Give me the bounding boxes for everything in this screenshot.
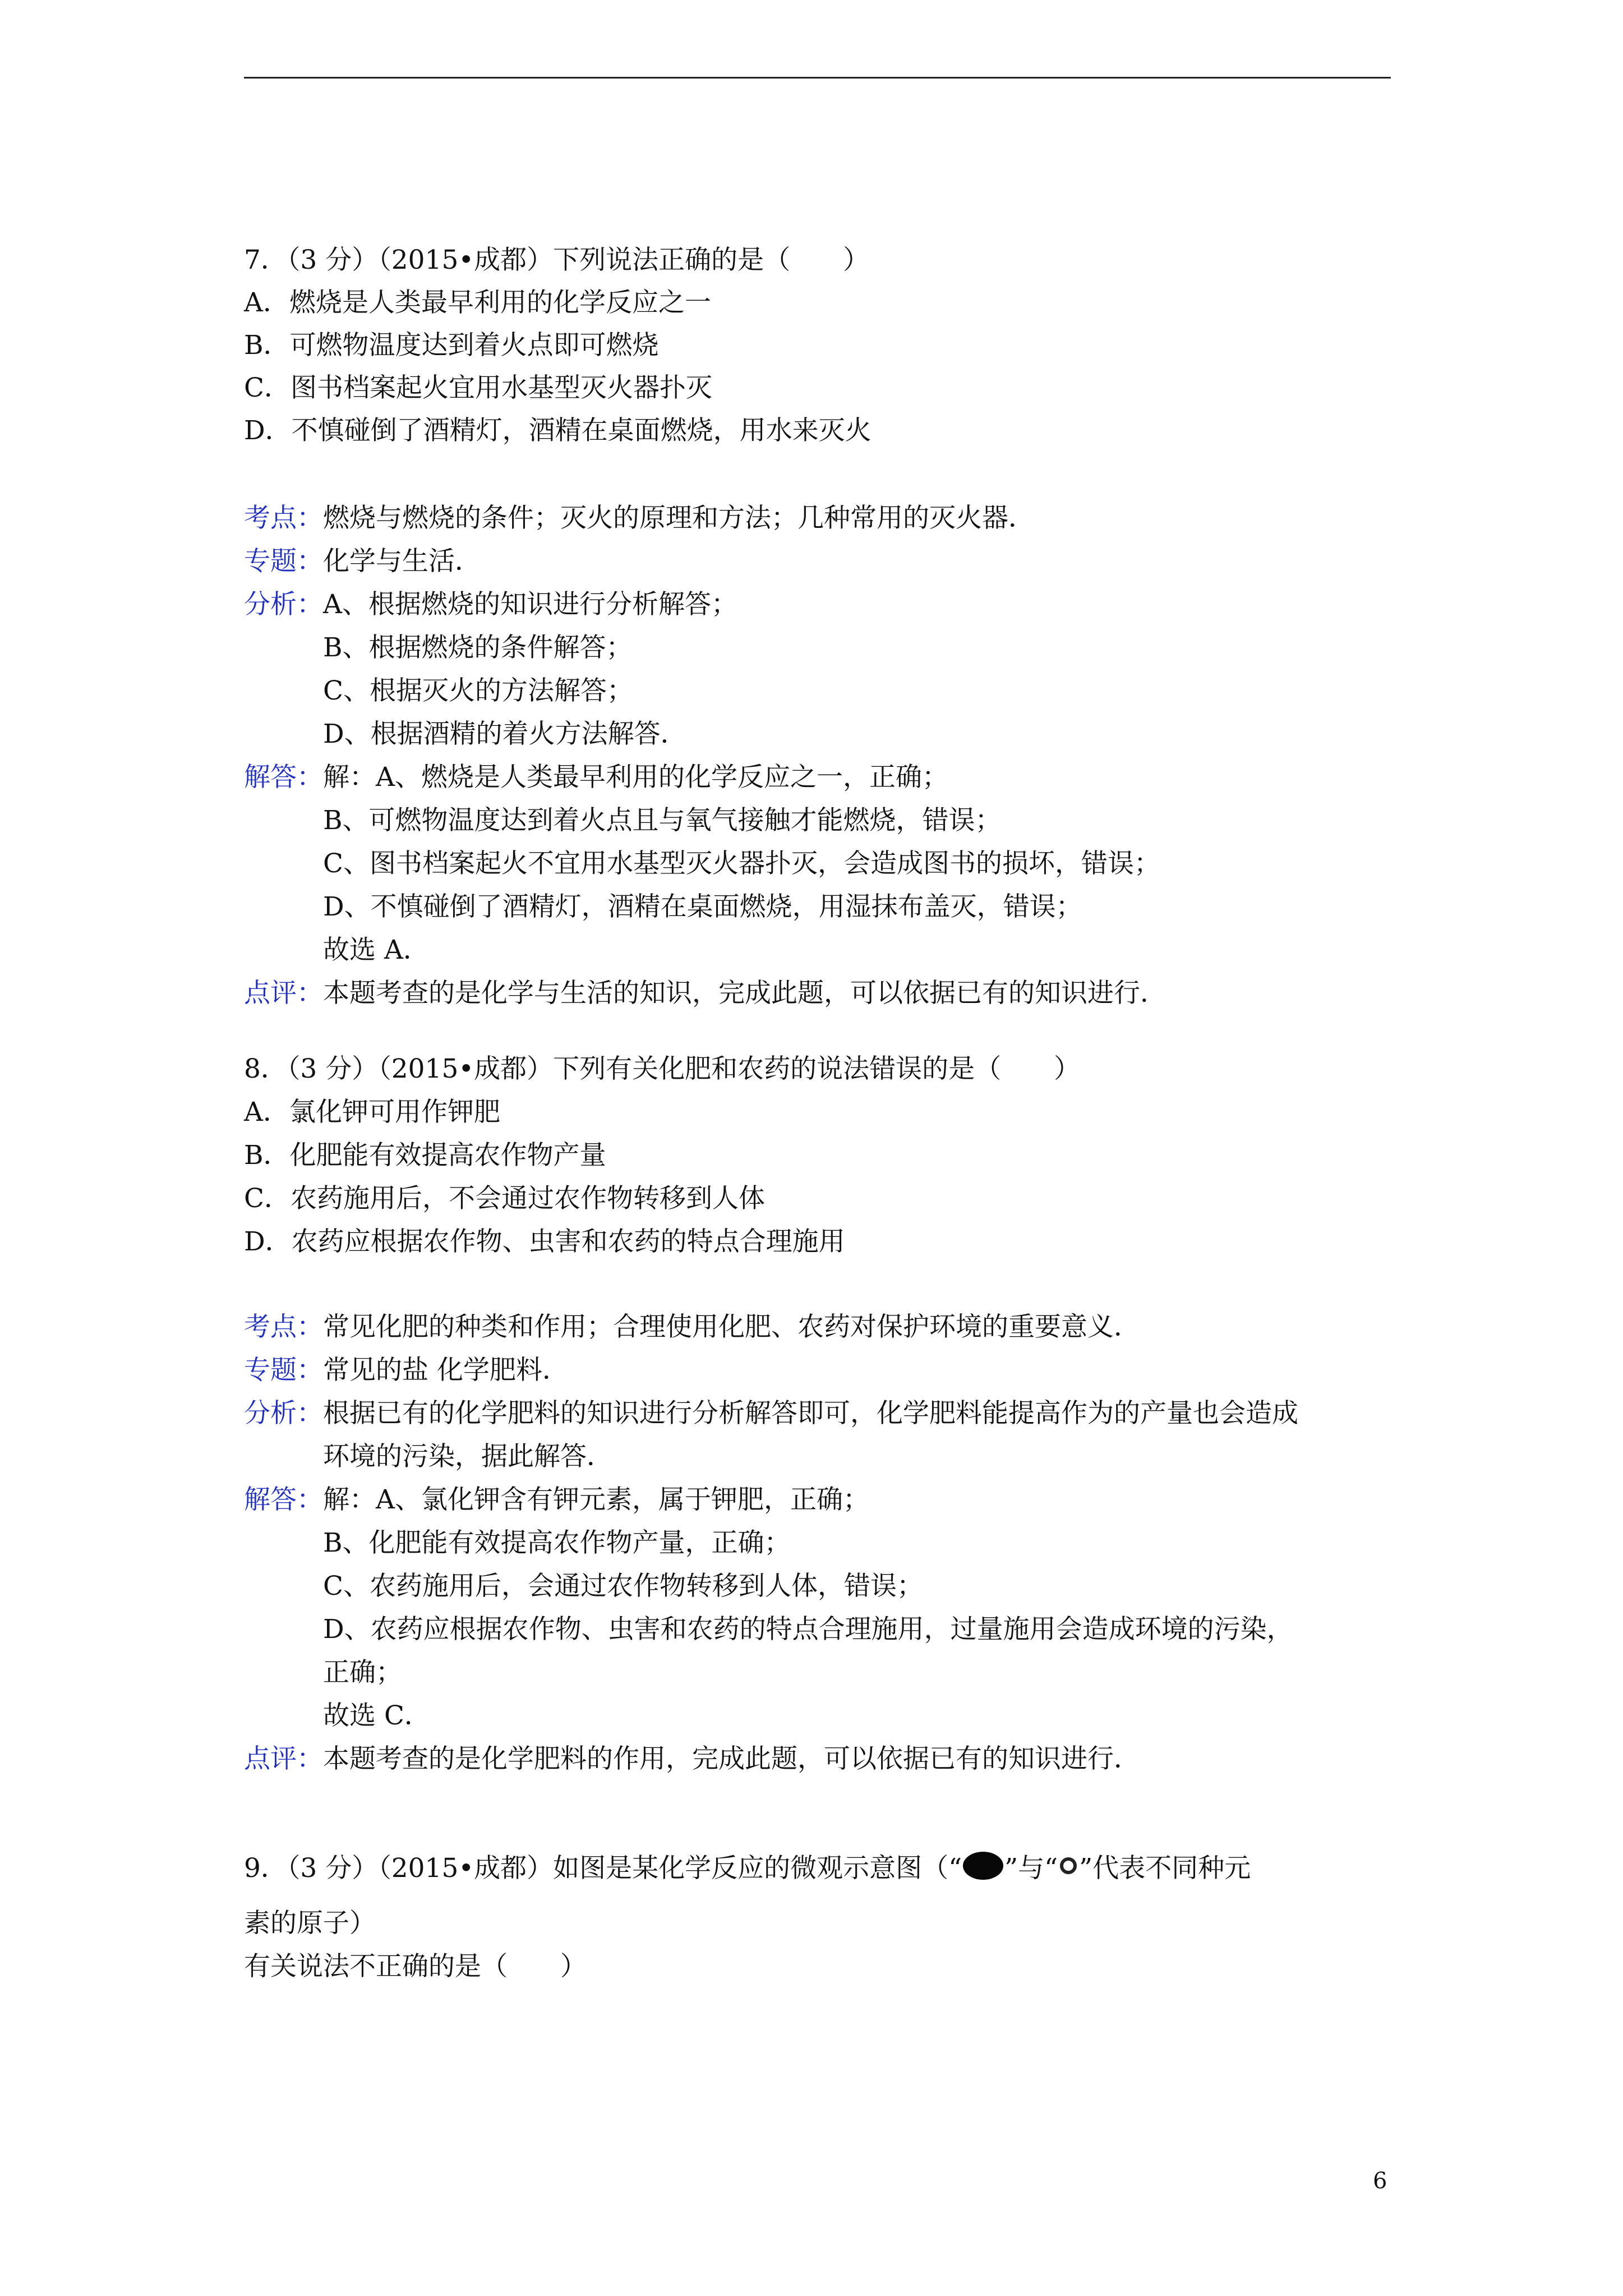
q8-zhuanti-text: 常见的盐 化学肥料． bbox=[323, 1355, 569, 1386]
q8-kaodian bbox=[244, 1314, 1140, 1340]
black-atom-icon bbox=[963, 1852, 1003, 1880]
q7-zhuanti bbox=[244, 546, 481, 577]
q7-option-a: A．燃烧是人类最早利用的化学反应之一 bbox=[244, 287, 711, 318]
q8-dianping-text: 本题考查的是化学肥料的作用，完成此题，可以依据已有的知识进行． bbox=[323, 1743, 1140, 1774]
q7-zhuanti-label: 专题： bbox=[244, 546, 323, 577]
q8-fenxi-line: 根据已有的化学肥料的知识进行分析解答即可，化学肥料能提高作为的产量也会造成 bbox=[323, 1398, 1298, 1429]
q8-option-d: D．农药应根据农作物、虫害和农药的特点合理施用 bbox=[244, 1226, 845, 1257]
q7-stem: 7．（3 分）（2015•成都）下列说法正确的是（ ） bbox=[244, 245, 870, 275]
q7-option-d: D．不慎碰倒了酒精灯，酒精在桌面燃烧，用水来灭火 bbox=[244, 415, 872, 446]
q7-fenxi-line: D、根据酒精的着火方法解答． bbox=[323, 719, 687, 749]
q8-stem: 8．（3 分）（2015•成都）下列有关化肥和农药的说法错误的是（ ） bbox=[244, 1053, 1081, 1084]
q9-stem bbox=[244, 1855, 1251, 1884]
q8-jieda-line: 故选 C． bbox=[323, 1700, 431, 1731]
q9-stem-part: ”与“ bbox=[1004, 1853, 1058, 1884]
q7-kaodian-text: 燃烧与燃烧的条件；灭火的原理和方法；几种常用的灭火器． bbox=[323, 503, 1035, 533]
q7-option-c: C．图书档案起火宜用水基型灭火器扑灭 bbox=[244, 372, 712, 403]
q7-jieda-line: 故选 A． bbox=[323, 935, 430, 965]
header-rule bbox=[244, 77, 1391, 79]
page-number: 6 bbox=[1373, 2168, 1387, 2194]
q7-jieda-label: 解答： bbox=[244, 762, 323, 793]
q8-jieda-line: 正确； bbox=[323, 1657, 402, 1688]
q9-stem-part: 9．（3 分）（2015•成都）如图是某化学反应的微观示意图（“ bbox=[244, 1853, 962, 1884]
q8-jieda-label: 解答： bbox=[244, 1484, 323, 1515]
q8-jieda-line: D、农药应根据农作物、虫害和农药的特点合理施用，过量施用会造成环境的污染， bbox=[323, 1614, 1293, 1645]
q7-jieda-line: C、图书档案起火不宜用水基型灭火器扑灭，会造成图书的损坏，错误； bbox=[323, 848, 1160, 879]
q9-stem-line2: 素的原子） bbox=[244, 1908, 376, 1939]
q8-fenxi bbox=[244, 1400, 1298, 1427]
q8-jieda bbox=[244, 1484, 869, 1515]
q7-fenxi-line: B、根据燃烧的条件解答； bbox=[323, 632, 633, 663]
q9-stem-part: ”代表不同种元 bbox=[1079, 1853, 1251, 1884]
q7-dianping bbox=[244, 978, 1166, 1009]
q8-fenxi-line: 环境的污染，据此解答． bbox=[323, 1441, 613, 1472]
q8-option-a: A．氯化钾可用作钾肥 bbox=[244, 1097, 500, 1128]
q7-jieda-line: 解：A、燃烧是人类最早利用的化学反应之一，正确； bbox=[323, 762, 948, 793]
q9-stem-line3: 有关说法不正确的是（ ） bbox=[244, 1951, 587, 1982]
q8-jieda-line: B、化肥能有效提高农作物产量，正确； bbox=[323, 1527, 791, 1558]
q7-option-b: B．可燃物温度达到着火点即可燃烧 bbox=[244, 330, 659, 361]
q8-zhuanti bbox=[244, 1355, 569, 1386]
q8-fenxi-label: 分析： bbox=[244, 1398, 323, 1429]
q8-dianping-label: 点评： bbox=[244, 1743, 323, 1774]
q7-dianping-label: 点评： bbox=[244, 978, 323, 1009]
q7-jieda bbox=[244, 762, 948, 793]
q8-option-b: B．化肥能有效提高农作物产量 bbox=[244, 1140, 606, 1171]
q8-option-c: C．农药施用后，不会通过农作物转移到人体 bbox=[244, 1183, 765, 1214]
q7-zhuanti-text: 化学与生活． bbox=[323, 546, 481, 577]
q7-kaodian-label: 考点： bbox=[244, 503, 323, 533]
q7-jieda-line: D、不慎碰倒了酒精灯，酒精在桌面燃烧，用湿抹布盖灭，错误； bbox=[323, 891, 1082, 922]
white-atom-icon bbox=[1060, 1857, 1077, 1874]
q8-zhuanti-label: 专题： bbox=[244, 1355, 323, 1386]
q8-kaodian-label: 考点： bbox=[244, 1312, 323, 1342]
q7-jieda-line: B、可燃物温度达到着火点且与氧气接触才能燃烧，错误； bbox=[323, 805, 1002, 836]
q7-dianping-text: 本题考查的是化学与生活的知识，完成此题，可以依据已有的知识进行． bbox=[323, 978, 1166, 1009]
q7-kaodian bbox=[244, 505, 1035, 531]
q7-fenxi bbox=[244, 591, 737, 618]
q7-fenxi-label: 分析： bbox=[244, 589, 323, 620]
q8-jieda-line: 解：A、氯化钾含有钾元素，属于钾肥，正确； bbox=[323, 1484, 869, 1515]
q8-jieda-line: C、农药施用后，会通过农作物转移到人体，错误； bbox=[323, 1571, 923, 1602]
q7-fenxi-line: C、根据灭火的方法解答； bbox=[323, 675, 633, 706]
q8-dianping bbox=[244, 1743, 1140, 1774]
q8-kaodian-text: 常见化肥的种类和作用；合理使用化肥、农药对保护环境的重要意义． bbox=[323, 1312, 1140, 1342]
q7-fenxi-line: A、根据燃烧的知识进行分析解答； bbox=[323, 589, 737, 620]
